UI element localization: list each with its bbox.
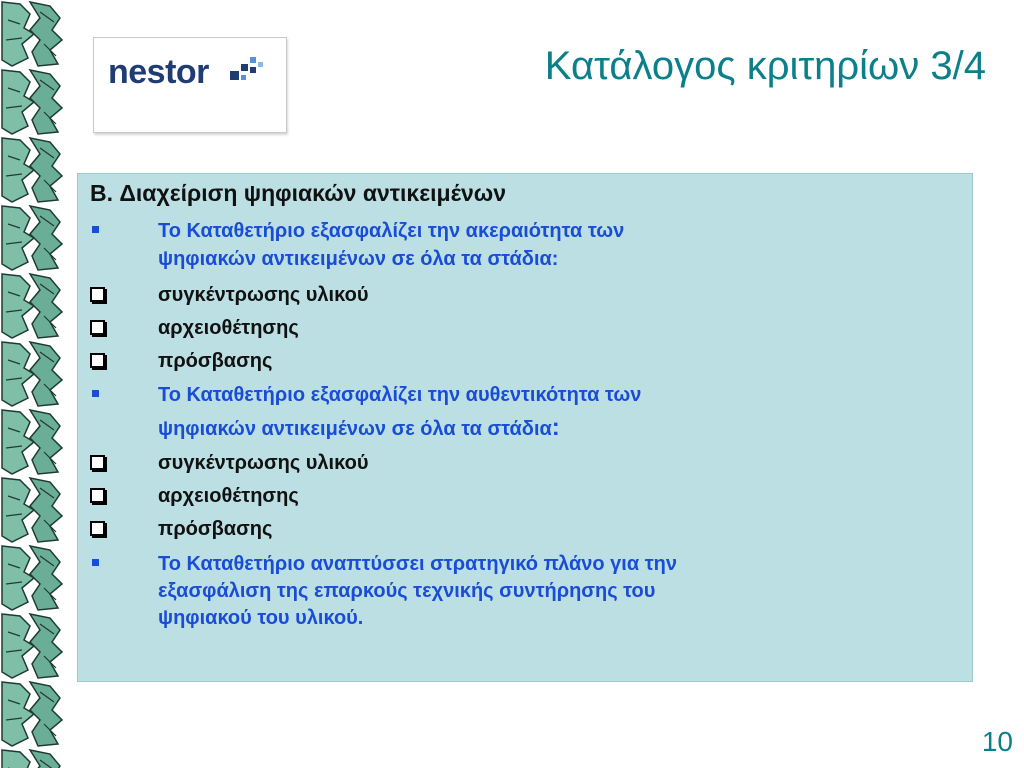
square-bullet-icon xyxy=(92,390,99,397)
item-text: πρόσβασης xyxy=(158,350,273,372)
criteria-panel xyxy=(77,173,973,682)
item-text: συγκέντρωσης υλικού xyxy=(158,284,369,306)
checkbox-bullet-icon xyxy=(90,320,105,335)
item-trailing-colon: : xyxy=(551,414,560,441)
item-text: συγκέντρωσης υλικού xyxy=(158,452,369,474)
item-text: αρχειοθέτησης xyxy=(158,485,299,507)
item-text-line: εξασφάλιση της επαρκούς τεχνικής συντήρησης του xyxy=(158,580,656,602)
item-text: αρχειοθέτησης xyxy=(158,317,299,339)
item-text: πρόσβασης xyxy=(158,518,273,540)
item-text-line xyxy=(158,414,560,443)
decorative-leaf-border xyxy=(0,0,66,768)
logo-squares-icon xyxy=(230,57,264,85)
section-heading: B. Διαχείριση ψηφιακών αντικειμένων xyxy=(90,180,506,206)
item-text-line: ψηφιακού του υλικού. xyxy=(158,607,364,629)
slide-title: Κατάλογος κριτηρίων 3/4 xyxy=(544,44,986,88)
item-text-line: Το Καταθετήριο εξασφαλίζει την ακεραιότητα των xyxy=(158,220,625,242)
checkbox-bullet-icon xyxy=(90,488,105,503)
page-number: 10 xyxy=(981,726,1013,757)
item-text-line: ψηφιακών αντικειμένων σε όλα τα στάδια: xyxy=(158,248,559,270)
item-text-line: Το Καταθετήριο εξασφαλίζει την αυθεντικότητα των xyxy=(158,384,642,406)
item-text-line-body: ψηφιακών αντικειμένων σε όλα τα στάδια xyxy=(158,418,552,440)
checkbox-bullet-icon xyxy=(90,521,105,536)
item-text-line: Το Καταθετήριο αναπτύσσει στρατηγικό πλάνο για την xyxy=(158,553,677,575)
square-bullet-icon xyxy=(92,226,99,233)
checkbox-bullet-icon xyxy=(90,455,105,470)
logo-wordmark: nestor xyxy=(108,53,209,91)
nestor-logo xyxy=(93,37,287,133)
checkbox-bullet-icon xyxy=(90,353,105,368)
square-bullet-icon xyxy=(92,559,99,566)
checkbox-bullet-icon xyxy=(90,287,105,302)
